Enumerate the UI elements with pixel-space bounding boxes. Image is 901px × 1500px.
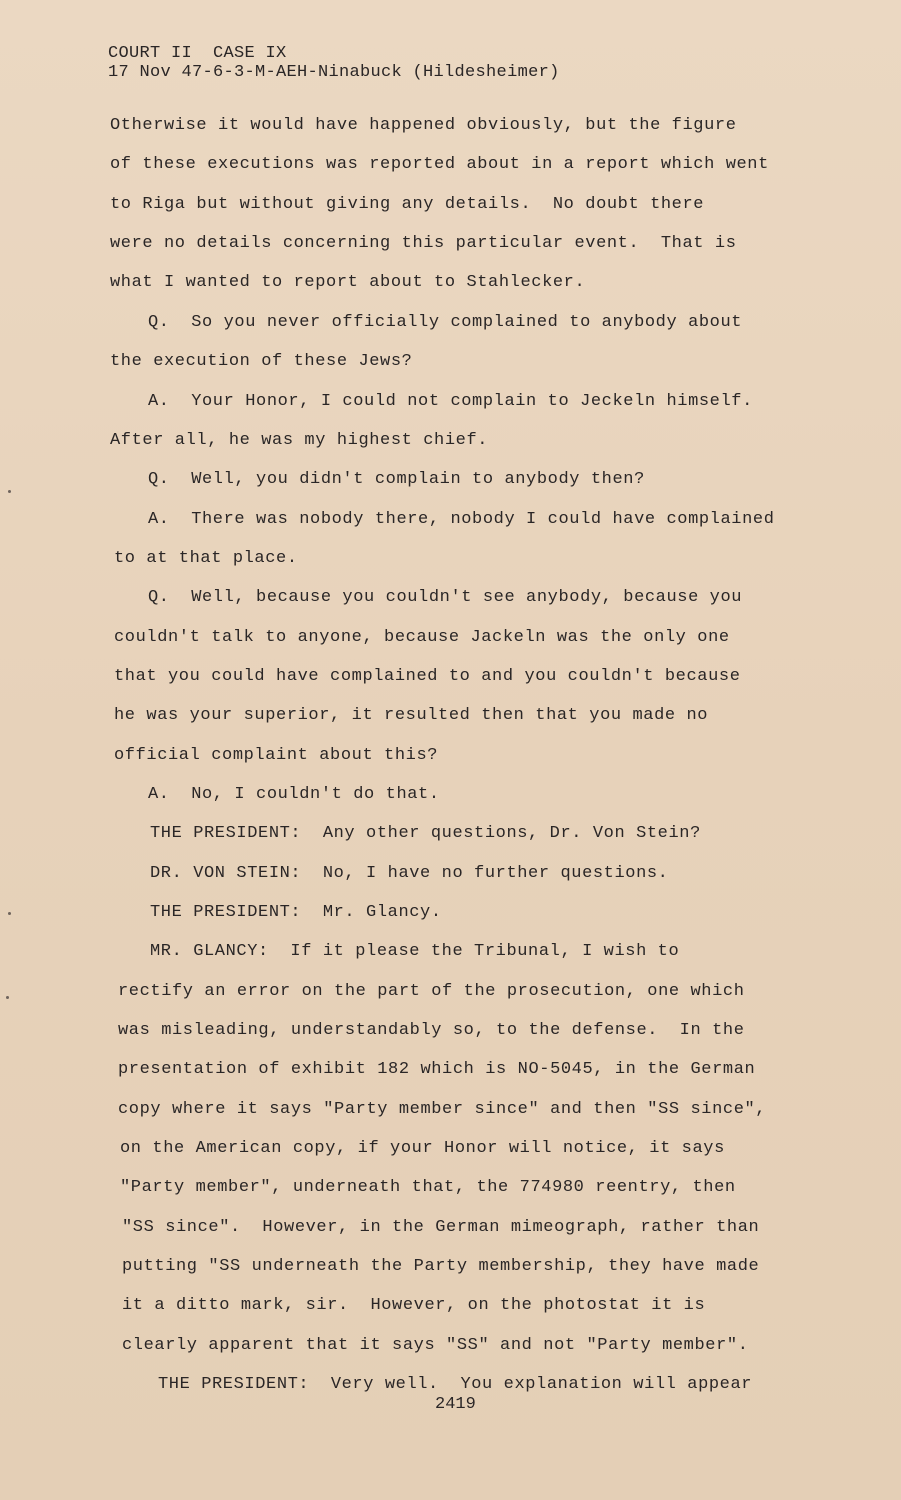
text-line: presentation of exhibit 182 which is NO-5045, in the German: [118, 1060, 756, 1079]
page-header: [108, 44, 560, 82]
text-line: A. Your Honor, I could not complain to Jeckeln himself.: [148, 392, 753, 411]
text-line: to at that place.: [114, 549, 298, 568]
text-line: THE PRESIDENT: Very well. You explanation will appear: [158, 1375, 753, 1394]
text-line: Q. Well, you didn't complain to anybody then?: [148, 470, 645, 489]
text-line: copy where it says "Party member since" and then "SS since",: [118, 1100, 767, 1119]
text-line: couldn't talk to anyone, because Jackeln was the only one: [114, 628, 730, 647]
text-line: rectify an error on the part of the prosecution, one which: [118, 982, 745, 1001]
text-line: official complaint about this?: [114, 746, 439, 765]
text-line: Q. So you never officially complained to anybody about: [148, 313, 743, 332]
text-line: were no details concerning this particular event. That is: [110, 234, 737, 253]
page-number: 2419: [435, 1395, 476, 1414]
text-line: putting "SS underneath the Party membership, they have made: [122, 1257, 760, 1276]
text-line: it a ditto mark, sir. However, on the photostat it is: [122, 1296, 706, 1315]
text-line: MR. GLANCY: If it please the Tribunal, I wish to: [150, 942, 680, 961]
text-line: THE PRESIDENT: Mr. Glancy.: [150, 903, 442, 922]
text-line: was misleading, understandably so, to the defense. In the: [118, 1021, 745, 1040]
text-line: the execution of these Jews?: [110, 352, 413, 371]
text-line: what I wanted to report about to Stahlecker.: [110, 273, 586, 292]
text-line: Otherwise it would have happened obviously, but the figure: [110, 116, 737, 135]
text-line: Q. Well, because you couldn't see anybody, because you: [148, 588, 743, 607]
paper-speck: [6, 996, 9, 999]
header-court-case: COURT II CASE IX: [108, 44, 287, 63]
paper-speck: [8, 490, 11, 493]
text-line: A. There was nobody there, nobody I could have complained: [148, 510, 775, 529]
text-line: of these executions was reported about in a report which went: [110, 155, 769, 174]
header-date-reporter: 17 Nov 47-6-3-M-AEH-Ninabuck (Hildesheimer): [108, 63, 560, 82]
text-line: "SS since". However, in the German mimeograph, rather than: [122, 1218, 760, 1237]
text-line: DR. VON STEIN: No, I have no further questions.: [150, 864, 669, 883]
text-line: to Riga but without giving any details. No doubt there: [110, 195, 705, 214]
paper-speck: [8, 912, 11, 915]
text-line: that you could have complained to and you couldn't because: [114, 667, 741, 686]
text-line: clearly apparent that it says "SS" and not "Party member".: [122, 1336, 749, 1355]
text-line: "Party member", underneath that, the 774980 reentry, then: [120, 1178, 736, 1197]
text-line: After all, he was my highest chief.: [110, 431, 489, 450]
text-line: on the American copy, if your Honor will notice, it says: [120, 1139, 725, 1158]
text-line: A. No, I couldn't do that.: [148, 785, 440, 804]
text-line: THE PRESIDENT: Any other questions, Dr. Von Stein?: [150, 824, 701, 843]
text-line: he was your superior, it resulted then that you made no: [114, 706, 709, 725]
